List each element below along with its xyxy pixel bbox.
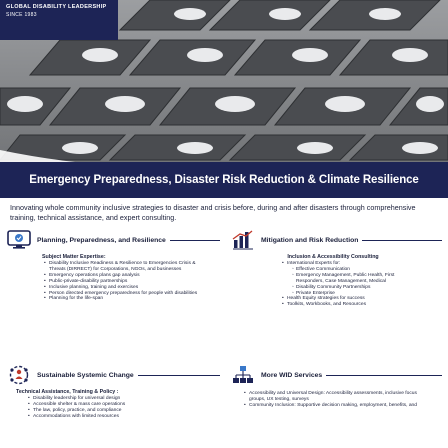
list-item: • Health Equity strategies for success	[282, 296, 418, 302]
intro-paragraph: Innovating whole community inclusive strategies to disaster and crisis before, during and after disasters through comprehensive training, technical assistance, and expert consulting.	[10, 203, 416, 222]
section-divider	[138, 375, 220, 376]
section-mitigation-subheading: Inclusion & Accessibility Consulting	[287, 254, 379, 260]
list-item: • Accommodations with limited resources	[28, 414, 196, 420]
section-divider	[362, 240, 442, 241]
title-bar	[0, 162, 448, 198]
list-item: ◦ Disability Community Partnerships	[292, 285, 402, 291]
section-mitigation	[230, 229, 442, 308]
section-more-services	[230, 364, 442, 409]
list-item: • Disability leadership for universal design	[28, 396, 196, 402]
section-more-list	[244, 391, 424, 409]
section-divider	[170, 240, 220, 241]
section-sustainable-list	[28, 396, 196, 420]
section-mitigation-title: Mitigation and Risk Reduction	[261, 236, 359, 244]
section-planning-subheading: Subject Matter Expertise:	[42, 254, 106, 260]
section-sustainable-title: Sustainable Systemic Change	[37, 371, 134, 379]
section-planning	[6, 229, 220, 302]
section-sustainable-header	[6, 364, 220, 386]
brand-line-1: GLOBAL DISABILITY LEADERSHIP	[6, 4, 107, 10]
list-item: • Planning for the life-span	[44, 296, 212, 302]
brand-badge	[0, 0, 118, 40]
section-mitigation-list-bottom	[282, 296, 418, 308]
section-planning-header	[6, 229, 220, 251]
section-divider	[326, 375, 442, 376]
list-item: • Public-private-disability partnerships	[44, 279, 212, 285]
list-item: • Inclusive planning, training and exercises	[44, 285, 212, 291]
section-more-header	[230, 364, 442, 386]
list-item: • Person directed emergency preparedness for people with disabilities	[44, 291, 212, 297]
list-item: • Accessibility and Universal Design: Accessibility assessments, inclusive focus groups, UX testing, surveys	[244, 391, 424, 403]
bar-chart-icon	[230, 229, 256, 251]
list-item: • Toolkits, Workbooks, and Resources	[282, 302, 418, 308]
section-planning-list	[44, 261, 212, 302]
section-mitigation-header	[230, 229, 442, 251]
list-item: • Emergency operations plans gap analysis	[44, 273, 212, 279]
section-sustainable-subheading: Technical Assistance, Training & Policy :	[16, 389, 119, 395]
section-planning-title: Planning, Preparedness, and Resilience	[37, 236, 166, 244]
list-item: • International Experts for:	[282, 261, 418, 267]
list-item: ◦ Emergency Management, Public Health, First Responders, Case Management, Medical	[292, 273, 402, 285]
list-item: ◦ Private Enterprise	[292, 291, 402, 297]
list-item: ◦ Effective Communication	[292, 267, 402, 273]
list-item: • Accessible shelter & mass care operations	[28, 402, 196, 408]
monitor-icon	[6, 229, 32, 251]
list-item: • Community Inclusion: Supportive decision making, employment, benefits, and	[244, 403, 424, 409]
list-item: • Disability Inclusive Readiness & Resilience to Emergencies Crisis & Threats (DIRRECT) for Corporations, NGOs, and businesses	[44, 261, 212, 273]
org-chart-icon	[230, 364, 256, 386]
list-item: • The law, policy, practice, and compliance	[28, 408, 196, 414]
section-more-title: More WID Services	[261, 371, 323, 379]
people-network-icon	[6, 364, 32, 386]
section-mitigation-sublist	[292, 267, 402, 297]
page-title: Emergency Preparedness, Disaster Risk Reduction & Climate Resilience	[29, 174, 419, 186]
section-sustainable	[6, 364, 220, 420]
brand-line-2: SINCE 1983	[6, 12, 37, 18]
